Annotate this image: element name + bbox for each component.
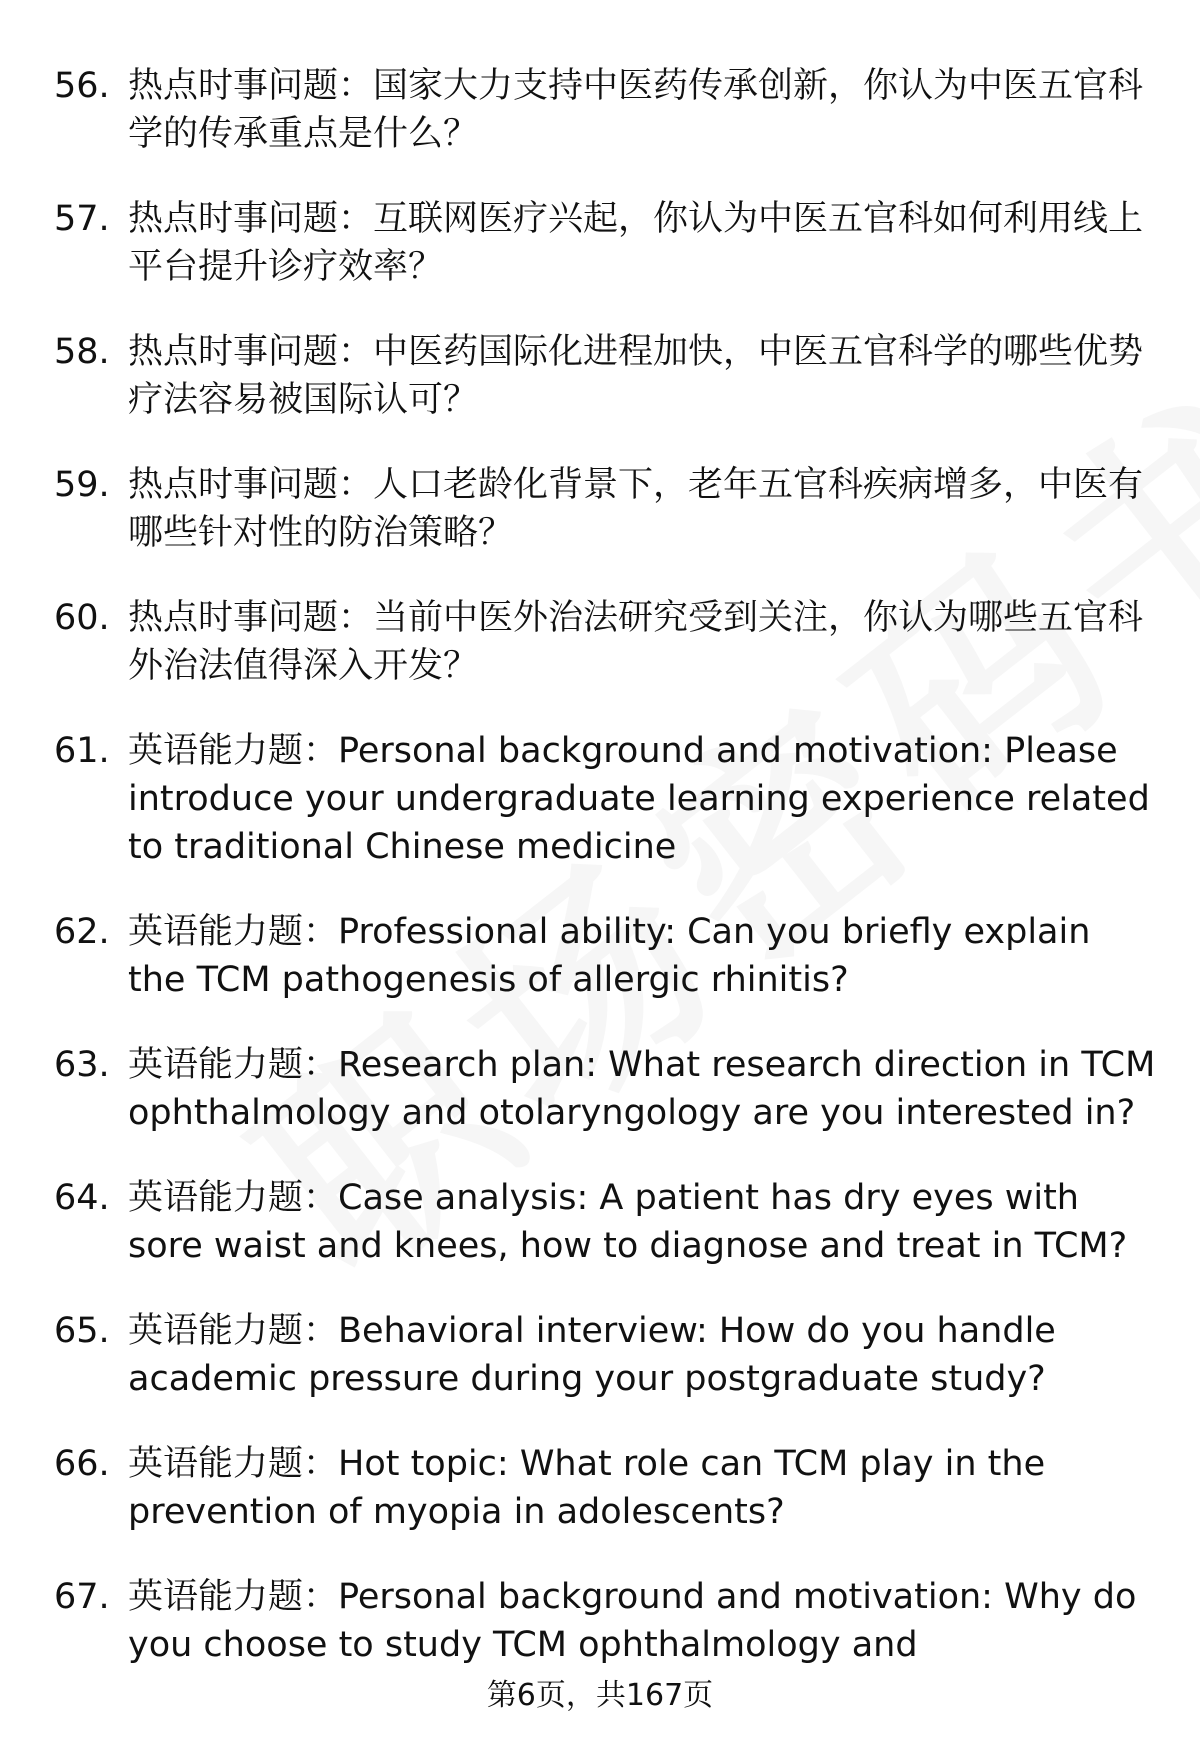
list-item [0, 594, 1200, 690]
question-number: 66. [54, 1444, 110, 1484]
question-text: 英语能力题：Personal background and motivation: Please introduce your undergraduate learning experience related to traditional Chinese medicine [128, 731, 1150, 867]
question-text: 热点时事问题：中医药国际化进程加快，中医五官科学的哪些优势疗法容易被国际认可？ [128, 332, 1144, 420]
question-text: 热点时事问题：人口老龄化背景下，老年五官科疾病增多，中医有哪些针对性的防治策略？ [128, 465, 1144, 553]
question-number: 62. [54, 912, 110, 952]
question-text: 英语能力题：Hot topic: What role can TCM play in the prevention of myopia in adolescents? [128, 1444, 1046, 1532]
question-text: 热点时事问题：当前中医外治法研究受到关注，你认为哪些五官科外治法值得深入开发？ [128, 598, 1144, 686]
question-number: 64. [54, 1178, 110, 1218]
question-number: 59. [54, 465, 110, 505]
question-number: 58. [54, 332, 110, 372]
question-number: 67. [54, 1577, 110, 1617]
list-item [0, 727, 1200, 871]
page-number-footer: 第6页，共167页 [486, 1678, 714, 1713]
list-item [0, 1174, 1200, 1270]
question-text: 英语能力题：Personal background and motivation: Why do you choose to study TCM ophthalmology and [128, 1577, 1137, 1665]
question-list [0, 62, 1200, 1706]
question-text: 英语能力题：Research plan: What research direction in TCM ophthalmology and otolaryngology are you interested in? [128, 1045, 1156, 1133]
question-text: 英语能力题：Professional ability: Can you briefly explain the TCM pathogenesis of allergic rhinitis? [128, 912, 1091, 1000]
question-text: 英语能力题：Behavioral interview: How do you handle academic pressure during your postgraduate study? [128, 1311, 1056, 1399]
list-item [0, 1440, 1200, 1536]
list-item [0, 908, 1200, 1004]
list-item [0, 461, 1200, 557]
list-item [0, 195, 1200, 291]
question-text: 热点时事问题：互联网医疗兴起，你认为中医五官科如何利用线上平台提升诊疗效率？ [128, 199, 1144, 287]
question-text: 热点时事问题：国家大力支持中医药传承创新，你认为中医五官科学的传承重点是什么？ [128, 66, 1144, 154]
list-item [0, 1573, 1200, 1669]
question-number: 56. [54, 66, 110, 106]
question-number: 61. [54, 731, 110, 771]
list-item [0, 1041, 1200, 1137]
list-item [0, 1307, 1200, 1403]
question-number: 57. [54, 199, 110, 239]
question-number: 63. [54, 1045, 110, 1085]
question-number: 65. [54, 1311, 110, 1351]
question-text: 英语能力题：Case analysis: A patient has dry eyes with sore waist and knees, how to diagnose and treat in TCM? [128, 1178, 1128, 1266]
list-item [0, 328, 1200, 424]
list-item [0, 62, 1200, 158]
question-number: 60. [54, 598, 110, 638]
